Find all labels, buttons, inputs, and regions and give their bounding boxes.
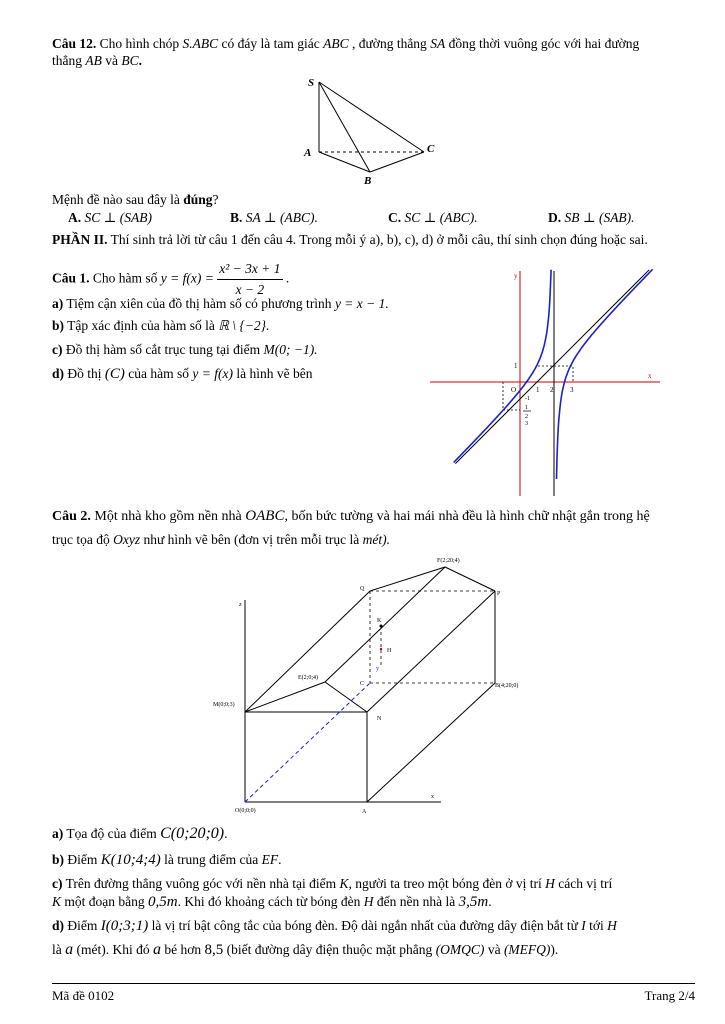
q2-d-a2: a [153, 941, 161, 958]
graph-frac-top: 1 [525, 405, 528, 411]
q2-text: trục tọa độ [52, 532, 110, 547]
option-label: C. [388, 210, 402, 225]
q12-line2 [52, 53, 142, 69]
q2-b-point: K(10;4;4) [100, 852, 161, 868]
q12-question-text: Mệnh đề nào sau đây là [52, 192, 180, 207]
q12-question-bold: đúng [183, 192, 213, 207]
q2-d-point: I(0;3;1) [100, 918, 149, 934]
q2-c-k2: K [52, 894, 62, 909]
q12-pyramid: S.ABC [182, 36, 219, 51]
q2-statement-c1 [52, 876, 612, 892]
pyramid-figure [300, 72, 440, 188]
q12-dot: . [138, 53, 143, 68]
q12-line1 [52, 36, 639, 52]
q2-c-text: một đoạn bằng [64, 894, 145, 909]
q2-d-text: và [487, 942, 501, 957]
graph-x-label: x [648, 372, 652, 380]
q12-text: và [105, 53, 118, 68]
q2-d-text: (mét). Khi đó [76, 942, 150, 957]
option-text: SB ⊥ (SAB). [564, 210, 635, 225]
q2-text: như hình vẽ bên (đơn vị trên mỗi trục là [143, 532, 360, 547]
option-text: SC ⊥ (SAB) [84, 210, 152, 225]
q12-text: thẳng [52, 53, 82, 68]
q12-triangle: ABC [323, 36, 349, 51]
q2-d-text: Điểm [67, 918, 98, 933]
graph-tick-x1: 1 [536, 386, 540, 394]
q1-b-label: b) [52, 318, 65, 333]
q2-c-h: H [545, 876, 555, 891]
q2-c-text: cách vị trí [558, 876, 613, 891]
graph-tick-y1: 1 [514, 362, 518, 370]
q12-label: Câu 12. [52, 36, 97, 51]
q1-statement-a [52, 296, 389, 312]
q2-label: Câu 2. [52, 509, 91, 524]
q2-d-value: 8,5 [204, 942, 224, 958]
part2-text: Thí sinh trả lời từ câu 1 đến câu 4. Trong mỗi ý a), b), c), d) ở mỗi câu, thí sinh chọn đúng hoặc sai. [110, 232, 648, 247]
q1-fraction [217, 259, 282, 300]
label-e: E(2;0;4) [298, 675, 318, 681]
q2-c-distance1: 0,5m [148, 894, 178, 910]
q2-unit: mét). [362, 532, 391, 547]
q1-denominator: x − 2 [235, 282, 265, 297]
q12-question-mark: ? [212, 192, 219, 207]
graph-tick-x3: 3 [570, 386, 574, 394]
q2-d-text: là vị trí bật công tắc của bóng đèn. Độ dài ngắn nhất của đường dây điện bắt từ [151, 918, 578, 933]
q2-d-plane2: (MEFQ) [503, 942, 551, 957]
q2-b-label: b) [52, 852, 65, 867]
function-graph [425, 266, 670, 498]
q2-statement-d1 [52, 918, 617, 934]
q2-text: Một nhà kho gồm nền nhà [94, 509, 242, 524]
footer-code: Mã đề 0102 [52, 988, 115, 1003]
q12-option-a[interactable] [68, 210, 152, 226]
q2-b-end: . [278, 852, 282, 867]
q1-d-text: là hình vẽ bên [236, 366, 313, 381]
option-label: A. [68, 210, 82, 225]
q12-option-d[interactable] [548, 210, 635, 226]
graph-tick-yneg1: -1 [525, 396, 530, 402]
pyramid-label-b: B [364, 175, 372, 187]
q2-d-text: là [52, 942, 62, 957]
q1-statement-b [52, 318, 269, 334]
q12-option-b[interactable] [230, 210, 318, 226]
q2-a-label: a) [52, 826, 64, 841]
q2-c-text: đến nền nhà là [376, 894, 456, 909]
q1-a-math: y = x − 1. [334, 296, 389, 311]
label-q: Q [360, 586, 365, 592]
label-p: P [497, 591, 501, 597]
q1-d-curve: (C) [104, 366, 125, 382]
label-n: N [377, 716, 382, 722]
q1-a-label: a) [52, 296, 64, 311]
oblique-asymptote [455, 270, 649, 464]
graph-origin: O [511, 386, 517, 394]
q12-bc: BC [121, 53, 139, 68]
q12-text: Cho hình chóp [99, 36, 180, 51]
q1-a-text: Tiệm cận xiên của đồ thị hàm số có phương trình [66, 296, 332, 311]
q2-c-h2: H [363, 894, 374, 909]
q2-c-text: . Khi đó khoảng cách từ bóng đèn [177, 894, 361, 909]
graph-frac-3: 3 [525, 421, 528, 427]
graph-frac-bottom: 2 [525, 414, 528, 420]
q12-line-sa: SA [430, 36, 446, 51]
warehouse-figure [205, 550, 525, 820]
q2-d-label: d) [52, 918, 65, 933]
q1-d-text: của hàm số [128, 366, 190, 381]
q2-statement-a [52, 826, 227, 842]
label-c: C [360, 681, 365, 687]
label-h: H [387, 648, 392, 654]
part2-heading [52, 232, 648, 248]
q1-c-text: Đồ thị hàm số cắt trục tung tại điểm [65, 342, 261, 357]
q2-b-text: Điểm [67, 852, 98, 867]
q1-statement-c [52, 342, 318, 358]
part2-label: PHẦN II. [52, 232, 108, 247]
q1-label: Câu 1. [52, 270, 90, 286]
q2-c-k: K [339, 876, 349, 891]
q2-c-end: . [488, 894, 492, 909]
q2-d-text: tới [589, 918, 604, 933]
label-m: M(0;0;3) [213, 702, 235, 708]
q2-a-end: . [224, 826, 228, 841]
q2-c-text: Trên đường thẳng vuông góc với nền nhà tại điểm [65, 876, 337, 891]
q12-text: đồng thời vuông góc với hai đường [448, 36, 640, 51]
option-label: B. [230, 210, 243, 225]
q1-d-label: d) [52, 366, 65, 381]
label-f: F(2;20;4) [437, 558, 460, 564]
q2-statement-d2 [52, 942, 558, 958]
q2-a-math: C(0;20;0) [160, 825, 225, 842]
q2-line2 [52, 532, 390, 548]
q1-function-lhs: y = f(x) = [160, 270, 214, 286]
q1-c-math: M(0; −1). [263, 342, 318, 357]
graph-y-label: y [514, 272, 518, 280]
q2-oxyz: Oxyz [113, 532, 141, 547]
q1-text: Cho hàm số [92, 270, 158, 286]
q2-c-distance2: 3,5m [458, 894, 489, 910]
curve-left-branch [454, 270, 551, 463]
q1-numerator: x² − 3x + 1 [217, 259, 282, 280]
label-x: x [431, 794, 434, 800]
q2-text: , bốn bức tường và hai mái nhà đều là hình chữ nhật gắn trong hệ [284, 509, 650, 524]
label-z: z [239, 602, 242, 608]
q2-oabc: OABC [245, 508, 285, 524]
q2-d-a: a [65, 941, 74, 958]
q2-statement-c2 [52, 894, 492, 910]
q1-d-text: Đồ thị [67, 366, 102, 381]
q2-b-segment: EF [261, 852, 279, 867]
label-o: O(0;0;0) [235, 808, 256, 814]
q1-d-function: y = f(x) [192, 366, 233, 381]
q12-option-c[interactable] [388, 210, 478, 226]
q2-b-text: là trung điểm của [164, 852, 259, 867]
footer-page: Trang 2/4 [644, 988, 695, 1003]
q2-d-text: bé hơn [164, 942, 202, 957]
q12-question [52, 192, 219, 208]
q12-ab: AB [85, 53, 102, 68]
q2-d-i: I [581, 918, 586, 933]
q2-a-text: Tọa độ của điểm [66, 826, 157, 841]
q2-d-plane1: (OMQC) [435, 942, 485, 957]
q1-end: . [285, 270, 290, 286]
pyramid-label-a: A [304, 147, 312, 159]
q2-d-end: ). [550, 942, 559, 957]
q2-c-label: c) [52, 876, 63, 891]
curve-right-branch [557, 269, 653, 479]
pyramid-label-s: S [308, 77, 315, 89]
q1-intro [52, 259, 289, 300]
option-label: D. [548, 210, 562, 225]
q2-d-h: H [607, 918, 617, 933]
label-y: y [376, 666, 379, 672]
q12-text: , đường thẳng [351, 36, 427, 51]
q2-c-text: , người ta treo một bóng đèn ở vị trí [348, 876, 542, 891]
q1-c-label: c) [52, 342, 63, 357]
pyramid-label-c: C [427, 143, 435, 155]
q1-b-math: ℝ \ {−2}. [218, 318, 270, 333]
option-text: SC ⊥ (ABC). [404, 210, 478, 225]
q2-line1 [52, 508, 650, 525]
q1-statement-d [52, 366, 312, 382]
label-a: A [362, 809, 367, 815]
q12-text: có đáy là tam giác [221, 36, 320, 51]
label-k: K [377, 618, 382, 624]
graph-tick-x2: 2 [550, 386, 554, 394]
label-b: B(4;20;0) [495, 683, 519, 689]
q2-d-text: (biết đường dây điện thuộc mặt phẳng [226, 942, 433, 957]
q2-statement-b [52, 852, 281, 868]
q1-b-text: Tập xác định của hàm số là [67, 318, 215, 333]
option-text: SA ⊥ (ABC). [245, 210, 318, 225]
footer-rule [52, 983, 695, 984]
